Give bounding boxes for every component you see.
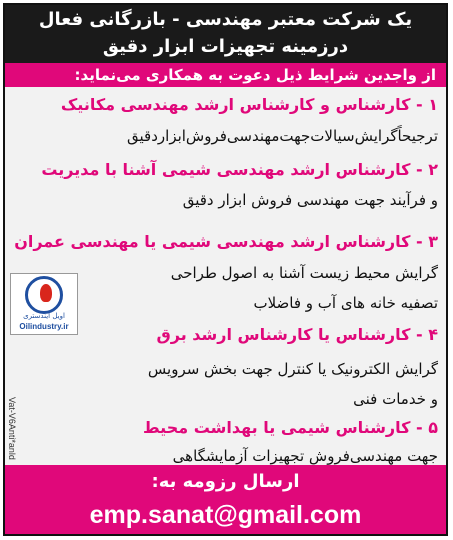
flame-icon [40, 284, 52, 302]
position-4-detail-2: و خدمات فنی [353, 390, 438, 408]
position-4-detail-1: گرایش الکترونیک یا کنترل جهت بخش سرویس [147, 360, 438, 378]
oil-flame-logo-icon [25, 276, 63, 314]
footer [5, 465, 446, 536]
header-line-2: درزمینه تجهیزات ابزار دقیق [102, 36, 349, 57]
logo-text-en: Oilindustry.ir [19, 322, 69, 331]
logo-text-fa: اویل ایندستری [23, 312, 65, 320]
apply-text: ارسال رزومه به: [151, 471, 300, 492]
position-2-title: ۲ - کارشناس ارشد مهندسی شیمی آشنا با مدیریت [41, 160, 438, 179]
contact-email[interactable]: emp.sanat@gmail.com [89, 501, 362, 529]
oil-industry-logo [10, 273, 78, 335]
position-3-detail-2: تصفیه خانه های آب و فاضلاب [253, 294, 438, 312]
header [5, 5, 446, 63]
position-5-detail: جهت مهندسی‌فروش تجهیزات آزمایشگاهی [172, 447, 438, 465]
ad-frame [3, 3, 448, 536]
position-3-detail-1: گرایش محیط زیست آشنا به اصول طراحی [170, 264, 438, 282]
position-5-title: ۵ - کارشناس شیمی یا بهداشت محیط [143, 418, 438, 437]
intro-text: از واجدین شرایط ذیل دعوت به همکاری می‌نماید: [5, 63, 446, 87]
position-4-title: ۴ - کارشناس یا کارشناس ارشد برق [156, 325, 438, 344]
position-3-title: ۳ - کارشناس ارشد مهندسی شیمی یا مهندسی عمران [14, 232, 438, 251]
position-2-detail: و فرآیند جهت مهندسی فروش ابزار دقیق [182, 191, 438, 209]
side-code: Vat-V6Anti*anld [7, 397, 17, 460]
position-1-title: ۱ - کارشناس و کارشناس ارشد مهندسی مکانیک [60, 95, 438, 114]
header-line-1: یک شرکت معتبر مهندسی - بازرگانی فعال [38, 9, 413, 30]
position-1-detail: ترجیحاًگرایش‌سیالات‌جهت‌مهندسی‌فروش‌ابزاردقیق [127, 127, 438, 145]
